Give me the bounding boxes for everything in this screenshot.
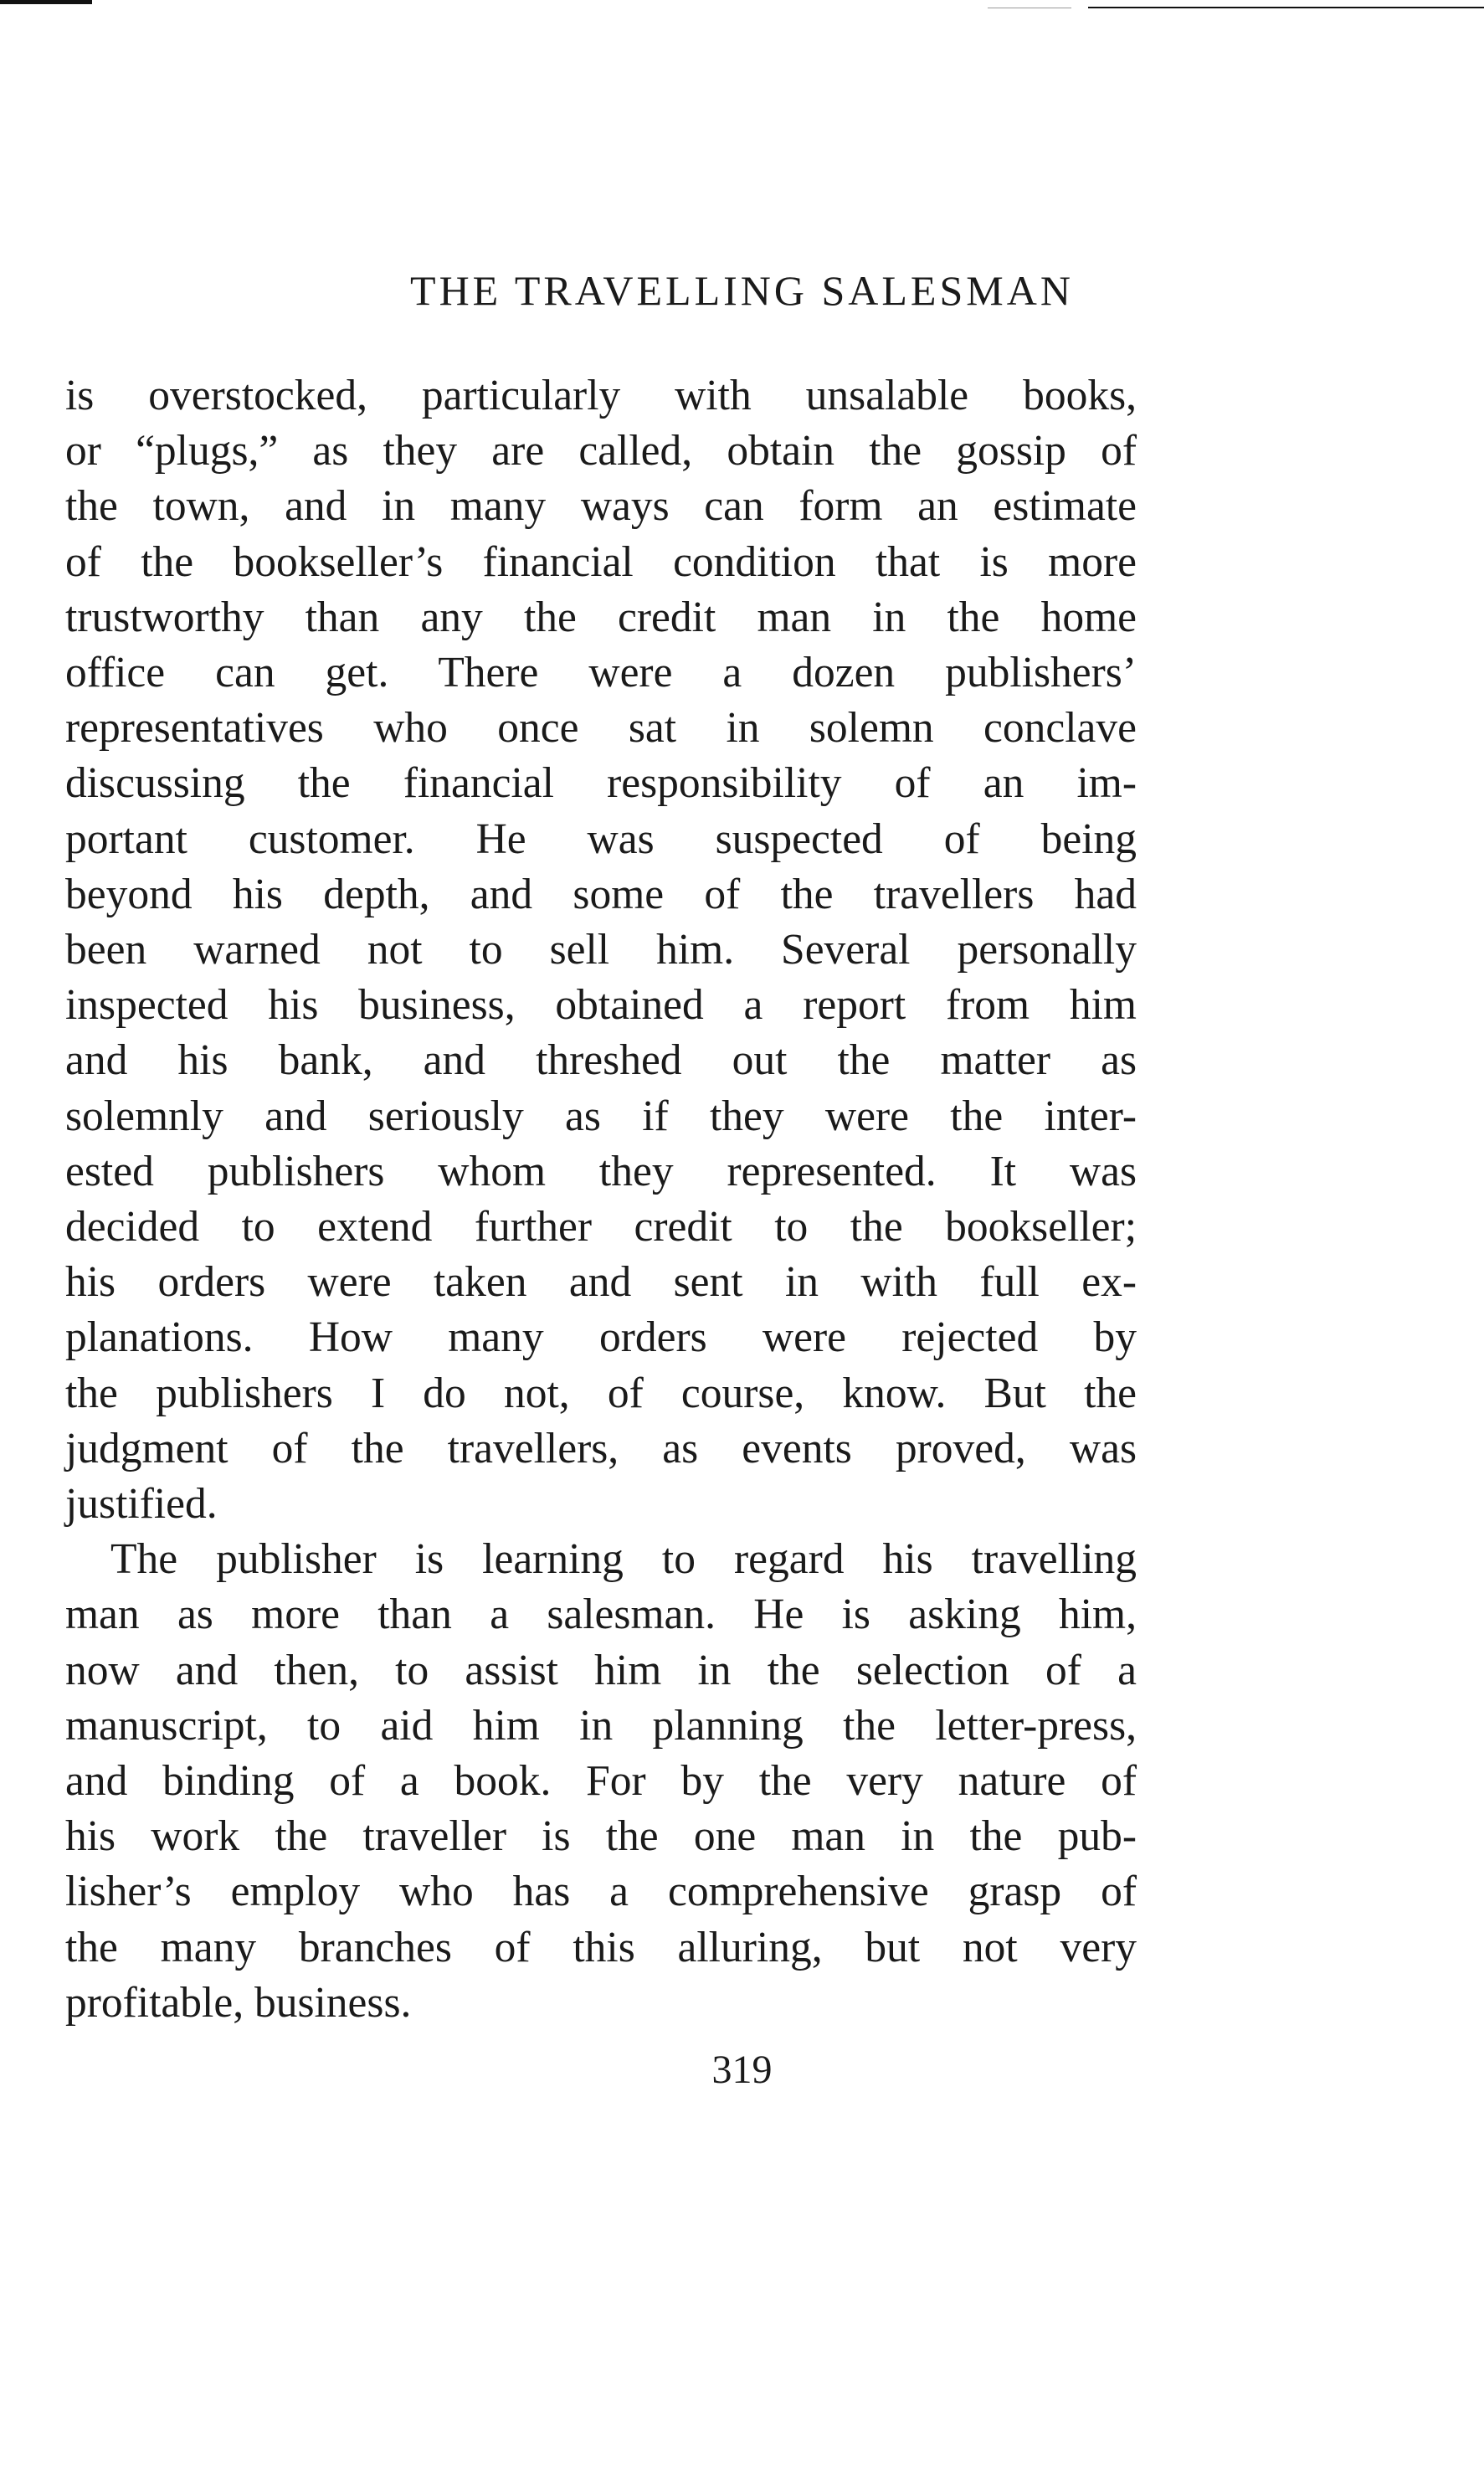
text-line: representatives who once sat in solemn conclave [65, 704, 1137, 753]
text-line: of the bookseller’s financial condition that is more [65, 537, 1137, 586]
text-line: trustworthy than any the credit man in the home [65, 593, 1137, 641]
text-line: decided to extend further credit to the bookseller; [65, 1203, 1137, 1251]
paragraph-2 [65, 1532, 1137, 2031]
text-line: portant customer. He was suspected of being [65, 815, 1137, 863]
scan-edge-mark-left [0, 0, 92, 4]
text-line: and his bank, and threshed out the matter as [65, 1036, 1137, 1085]
text-line: justified. [65, 1480, 218, 1529]
text-line: discussing the financial responsibility of an im- [65, 759, 1137, 808]
text-line: man as more than a salesman. He is asking him, [65, 1591, 1137, 1639]
text-line: beyond his depth, and some of the travellers had [65, 870, 1137, 918]
text-line: judgment of the travellers, as events proved, was [65, 1424, 1137, 1472]
page-body [65, 368, 1137, 2031]
text-line: his work the traveller is the one man in the pub- [65, 1812, 1137, 1861]
text-line: or “plugs,” as they are called, obtain the gossip of [65, 427, 1137, 475]
paragraph-1 [65, 368, 1137, 1532]
text-line: The publisher is learning to regard his travelling [110, 1535, 1137, 1584]
text-line: ested publishers whom they represented. It was [65, 1147, 1137, 1195]
page-number: 319 [711, 2048, 773, 2092]
text-line: his orders were taken and sent in with full ex- [65, 1258, 1137, 1307]
text-line: been warned not to sell him. Several personally [65, 926, 1137, 974]
text-line: the town, and in many ways can form an estimate [65, 482, 1137, 531]
text-line: planations. How many orders were rejected by [65, 1313, 1137, 1362]
text-line: the many branches of this alluring, but not very [65, 1923, 1137, 1971]
text-line: the publishers I do not, of course, know. But the [65, 1369, 1137, 1417]
running-title: THE TRAVELLING SALESMAN [410, 267, 1074, 314]
scan-edge-mark-right [1088, 7, 1484, 8]
text-line: inspected his business, obtained a report from him [65, 981, 1137, 1030]
text-line: profitable, business. [65, 1978, 412, 2027]
text-line: lisher’s employ who has a comprehensive grasp of [65, 1868, 1137, 1916]
text-line: and binding of a book. For by the very nature of [65, 1757, 1137, 1806]
text-line: now and then, to assist him in the selection of a [65, 1646, 1137, 1694]
text-line: manuscript, to aid him in planning the letter-press, [65, 1701, 1137, 1750]
text-line: solemnly and seriously as if they were the inter- [65, 1092, 1137, 1140]
text-line: is overstocked, particularly with unsalable books, [65, 372, 1137, 419]
text-line: office can get. There were a dozen publishers’ [65, 649, 1137, 697]
